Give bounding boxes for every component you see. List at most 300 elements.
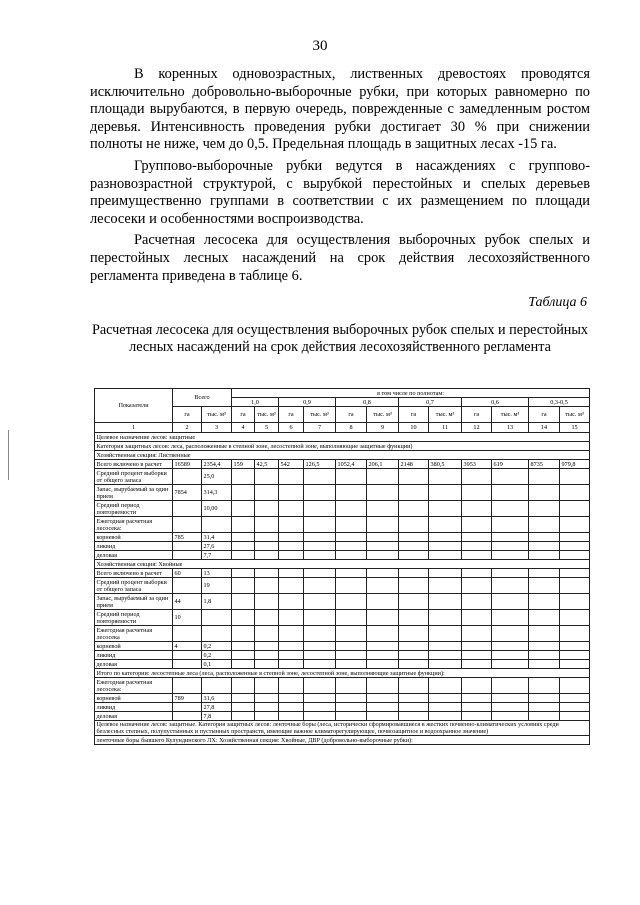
table-cell: 31,6	[202, 694, 232, 703]
table-cell	[232, 469, 255, 485]
page-number: 30	[312, 38, 328, 54]
table-cell	[492, 485, 529, 501]
table-cell	[462, 626, 492, 642]
row-label: Всего включено в расчет	[95, 460, 173, 469]
table-cell	[304, 610, 336, 626]
table-cell	[399, 533, 429, 542]
column-number: 6	[279, 423, 304, 433]
table-cell	[304, 660, 336, 669]
table-cell	[367, 469, 399, 485]
table-cell	[255, 594, 279, 610]
section-row-text: Хозяйственная секция: Хвойные	[95, 560, 590, 569]
table-cell	[492, 501, 529, 517]
table-cell	[232, 712, 255, 721]
paragraph: В коренных одновозрастных, лиственных древостоях проводятся исключительно добровольно-выборочные рубки, при которых равномерно по площади вырубаются, в первую очередь, поврежденные с замедленным ростом деревья. Интенсивность проведения рубки достигает 30 % при снижении полноты не ниже, чем до 0,5. Предельная площадь в защитных лесах -15 га.	[90, 66, 590, 153]
table-cell	[367, 485, 399, 501]
table-cell	[279, 578, 304, 594]
table-cell	[255, 551, 279, 560]
column-number: 7	[304, 423, 336, 433]
table-cell: 7,8	[202, 712, 232, 721]
table-cell	[529, 626, 560, 642]
table-cell	[367, 694, 399, 703]
table-cell	[173, 626, 202, 642]
table-cell	[429, 517, 462, 533]
table-cell	[255, 703, 279, 712]
table-cell	[336, 694, 367, 703]
table-row	[95, 660, 590, 669]
table-cell	[429, 533, 462, 542]
row-label: ликвид	[95, 542, 173, 551]
table-cell	[255, 569, 279, 578]
table-cell	[399, 469, 429, 485]
table-cell	[255, 712, 279, 721]
table-cell	[279, 712, 304, 721]
table-cell	[173, 678, 202, 694]
table-cell	[173, 551, 202, 560]
table-cell	[399, 542, 429, 551]
table-cell	[232, 517, 255, 533]
body-text	[90, 66, 590, 289]
table-cell: 60	[173, 569, 202, 578]
table-cell	[462, 610, 492, 626]
table-cell	[336, 501, 367, 517]
table-cell	[304, 501, 336, 517]
table-cell	[492, 578, 529, 594]
column-number: 8	[336, 423, 367, 433]
table-label: Таблица 6	[528, 295, 587, 310]
table-cell	[429, 651, 462, 660]
table-cell	[560, 469, 590, 485]
table-cell	[304, 626, 336, 642]
table-cell: 42,5	[255, 460, 279, 469]
footer-row	[95, 721, 590, 736]
table-cell: 8735	[529, 460, 560, 469]
table-cell	[279, 703, 304, 712]
table-cell	[304, 678, 336, 694]
table-cell	[255, 542, 279, 551]
table-row	[95, 642, 590, 651]
table-cell	[367, 569, 399, 578]
header-unit: тыс. м³	[202, 407, 232, 423]
column-number: 11	[429, 423, 462, 433]
table-cell	[560, 678, 590, 694]
table-cell	[429, 542, 462, 551]
row-label: Средний период повторяемости	[95, 610, 173, 626]
table-cell	[336, 703, 367, 712]
table-cell	[429, 578, 462, 594]
table-cell	[232, 578, 255, 594]
table-cell	[336, 469, 367, 485]
table-cell	[399, 678, 429, 694]
row-label: Средний процент выборки от общего запаса	[95, 469, 173, 485]
harvest-table	[94, 388, 590, 745]
table-cell	[492, 551, 529, 560]
table-cell	[529, 578, 560, 594]
table-cell	[367, 712, 399, 721]
table-cell: 2354,4	[202, 460, 232, 469]
table-cell	[304, 551, 336, 560]
table-row	[95, 469, 590, 485]
table-cell	[279, 569, 304, 578]
table-cell	[232, 569, 255, 578]
table-cell	[304, 533, 336, 542]
table-cell	[336, 660, 367, 669]
header-unit: га	[399, 407, 429, 423]
table-cell	[529, 651, 560, 660]
table-cell	[279, 660, 304, 669]
table-cell	[399, 642, 429, 651]
table-cell	[529, 712, 560, 721]
table-cell	[429, 610, 462, 626]
table-cell	[255, 485, 279, 501]
table-cell	[560, 712, 590, 721]
header-density: 0,8	[336, 398, 399, 407]
table-cell	[304, 703, 336, 712]
table-cell	[255, 626, 279, 642]
table-cell	[173, 703, 202, 712]
table-cell	[304, 712, 336, 721]
header-density: 0,6	[462, 398, 529, 407]
column-number-row	[95, 423, 590, 433]
table-cell	[279, 542, 304, 551]
table-cell: 0,2	[202, 642, 232, 651]
table-cell	[232, 651, 255, 660]
table-cell	[399, 703, 429, 712]
table-row	[95, 578, 590, 594]
table-cell	[462, 542, 492, 551]
table-cell	[367, 533, 399, 542]
row-label: Средний процент выборки от общего запаса	[95, 578, 173, 594]
table-cell: 19	[202, 578, 232, 594]
paragraph: Расчетная лесосека для осуществления выборочных рубок спелых и перестойных лесных насаждений на срок действия лесохозяйственного регламента приведена в таблице 6.	[90, 232, 590, 284]
table-cell	[529, 678, 560, 694]
table-cell	[560, 594, 590, 610]
table-cell	[232, 594, 255, 610]
table-cell	[429, 501, 462, 517]
table-cell	[232, 678, 255, 694]
table-cell	[560, 642, 590, 651]
table-cell	[560, 703, 590, 712]
table-cell	[336, 569, 367, 578]
header-unit: тыс. м³	[255, 407, 279, 423]
table-cell	[399, 551, 429, 560]
column-number: 5	[255, 423, 279, 433]
table-cell	[492, 594, 529, 610]
table-cell	[529, 642, 560, 651]
table-cell	[529, 594, 560, 610]
table-cell	[255, 651, 279, 660]
table-cell	[529, 542, 560, 551]
table-cell	[492, 517, 529, 533]
table-cell	[255, 578, 279, 594]
table-cell	[560, 542, 590, 551]
table-cell	[304, 694, 336, 703]
table-cell	[462, 678, 492, 694]
table-cell	[232, 626, 255, 642]
table-cell	[255, 610, 279, 626]
column-number: 13	[492, 423, 529, 433]
column-number: 3	[202, 423, 232, 433]
table-cell	[492, 569, 529, 578]
table-cell	[202, 678, 232, 694]
table-row	[95, 651, 590, 660]
table-cell: 3953	[462, 460, 492, 469]
row-label: деловая	[95, 660, 173, 669]
table-cell	[173, 517, 202, 533]
table-cell: 1,8	[202, 594, 232, 610]
table-row	[95, 610, 590, 626]
table-cell	[367, 678, 399, 694]
table-cell	[429, 660, 462, 669]
table-cell	[336, 594, 367, 610]
table-cell	[462, 642, 492, 651]
table-cell: 314,3	[202, 485, 232, 501]
table-cell	[462, 594, 492, 610]
table-cell	[232, 694, 255, 703]
table-cell	[462, 660, 492, 669]
table-cell	[279, 626, 304, 642]
table-row	[95, 594, 590, 610]
table-cell	[232, 551, 255, 560]
table-cell	[279, 517, 304, 533]
table-cell	[304, 542, 336, 551]
table-cell	[429, 712, 462, 721]
table-cell	[399, 651, 429, 660]
section-row	[95, 451, 590, 460]
table-cell	[367, 542, 399, 551]
table-cell	[255, 678, 279, 694]
table-cell	[560, 501, 590, 517]
purpose-row-text: Целевое назначение лесов: защитные	[95, 433, 590, 442]
table-cell	[529, 694, 560, 703]
table-cell	[173, 469, 202, 485]
table-row	[95, 694, 590, 703]
table-cell	[304, 485, 336, 501]
header-density: 1,0	[232, 398, 279, 407]
table-cell	[304, 651, 336, 660]
table-cell	[367, 651, 399, 660]
table-cell	[399, 626, 429, 642]
category-total-row-text: Итого по категории: лесостепные леса (леса, расположенные в степной зоне, лесостепной зоне, выполняющие защитные функции):	[95, 669, 590, 678]
table-cell	[462, 651, 492, 660]
header-unit: тыс. м³	[367, 407, 399, 423]
table-cell: 27,8	[202, 703, 232, 712]
table-cell: 126,5	[304, 460, 336, 469]
table-cell	[336, 542, 367, 551]
header-indicator: Показатели	[95, 389, 173, 423]
table-cell	[529, 551, 560, 560]
table-row	[95, 712, 590, 721]
header-unit: га	[232, 407, 255, 423]
table-cell	[279, 610, 304, 626]
table-cell: 206,1	[367, 460, 399, 469]
table-cell	[173, 501, 202, 517]
table-cell	[529, 501, 560, 517]
section-row-text: Хозяйственная секция: Лиственные	[95, 451, 590, 460]
table-cell	[173, 651, 202, 660]
table-cell	[492, 626, 529, 642]
table-cell: 619	[492, 460, 529, 469]
category-total-row	[95, 669, 590, 678]
table-cell	[367, 610, 399, 626]
table-cell	[529, 485, 560, 501]
column-number: 15	[560, 423, 590, 433]
table-cell	[367, 642, 399, 651]
column-number: 14	[529, 423, 560, 433]
table-cell	[202, 610, 232, 626]
footer-row	[95, 736, 590, 745]
header-unit: га	[173, 407, 202, 423]
table-cell: 7854	[173, 485, 202, 501]
row-label: корневой	[95, 694, 173, 703]
table-cell	[255, 517, 279, 533]
table-cell	[560, 626, 590, 642]
table-cell	[529, 703, 560, 712]
header-unit: тыс. м³	[429, 407, 462, 423]
header-unit: тыс. м³	[560, 407, 590, 423]
table-cell: 31,4	[202, 533, 232, 542]
table-cell: 10	[173, 610, 202, 626]
table-cell	[560, 578, 590, 594]
table-cell: 44	[173, 594, 202, 610]
table-cell	[367, 626, 399, 642]
table-cell	[279, 533, 304, 542]
table-cell	[429, 551, 462, 560]
table-cell	[492, 542, 529, 551]
table-row	[95, 517, 590, 533]
row-label: корневой	[95, 642, 173, 651]
table-cell	[336, 533, 367, 542]
table-cell	[173, 712, 202, 721]
table-cell: 13	[202, 569, 232, 578]
table-cell	[255, 533, 279, 542]
table-cell	[429, 642, 462, 651]
footer-row-text: Целевое назначение лесов: защитные. Категория защитных лесов: ленточные боры (леса, исторически сформировавшиеся в жестких почвенно-климатических условиях среди безлесных степных, полупустынных и пустынных пространств, имеющие важное климаторегулирующее, почвозащитное и водоохранное значение)	[95, 721, 590, 736]
table-cell	[462, 694, 492, 703]
section-row	[95, 560, 590, 569]
purpose-row	[95, 433, 590, 442]
row-label: Всего включено в расчет	[95, 569, 173, 578]
table-cell	[232, 660, 255, 669]
table-cell	[560, 551, 590, 560]
table-cell: 979,8	[560, 460, 590, 469]
table-cell	[529, 517, 560, 533]
table-cell	[529, 569, 560, 578]
header-unit: га	[279, 407, 304, 423]
category-row-text: Категория защитных лесов: леса, расположенные в степной зоне, лесостепной зоне, выполняющие защитные функции)	[95, 442, 590, 451]
table-cell	[492, 712, 529, 721]
table-cell	[279, 594, 304, 610]
table-cell	[560, 485, 590, 501]
table-cell	[232, 703, 255, 712]
table-cell: 380,5	[429, 460, 462, 469]
column-number: 1	[95, 423, 173, 433]
header-total: Всего	[173, 389, 232, 407]
row-label: Ежегодная расчетная лесосека	[95, 626, 173, 642]
table-cell	[367, 660, 399, 669]
table-cell	[429, 469, 462, 485]
table-cell	[232, 501, 255, 517]
table-cell	[462, 469, 492, 485]
table-row	[95, 485, 590, 501]
table-cell	[492, 660, 529, 669]
table-cell	[202, 626, 232, 642]
table-row	[95, 460, 590, 469]
table-cell	[367, 703, 399, 712]
header-unit: тыс. м³	[304, 407, 336, 423]
table-row	[95, 533, 590, 542]
table-cell	[429, 694, 462, 703]
table-cell	[399, 569, 429, 578]
table-cell	[399, 485, 429, 501]
table-cell: 16589	[173, 460, 202, 469]
table-row	[95, 542, 590, 551]
table-cell	[399, 610, 429, 626]
table-cell	[279, 651, 304, 660]
table-cell	[560, 610, 590, 626]
table-cell	[336, 578, 367, 594]
table-cell	[336, 485, 367, 501]
table-cell: 542	[279, 460, 304, 469]
table-cell	[462, 569, 492, 578]
table-cell	[232, 542, 255, 551]
header-by-density: в том числе по полнотам:	[232, 389, 590, 398]
header-unit: тыс. м³	[492, 407, 529, 423]
table-cell	[399, 517, 429, 533]
footer-row-text: ленточные боры бывшего Кулундинского ЛХ: Хозяйственная секция: Хвойные, ДВР (добровольно-выборочные рубки):	[95, 736, 590, 745]
row-label: ликвид	[95, 651, 173, 660]
table-cell	[529, 469, 560, 485]
table-cell	[399, 660, 429, 669]
table-cell	[429, 485, 462, 501]
table-cell	[367, 594, 399, 610]
table-row	[95, 703, 590, 712]
table-cell	[560, 694, 590, 703]
table-cell	[492, 610, 529, 626]
table-cell	[255, 469, 279, 485]
table-cell	[399, 694, 429, 703]
row-label: Ежегодная расчетная лесосека:	[95, 678, 173, 694]
table-cell	[560, 517, 590, 533]
table-cell	[560, 660, 590, 669]
column-number: 12	[462, 423, 492, 433]
table-cell	[529, 610, 560, 626]
table-cell: 2148	[399, 460, 429, 469]
table-cell	[232, 485, 255, 501]
header-unit: га	[462, 407, 492, 423]
table-cell	[462, 485, 492, 501]
table-cell	[462, 517, 492, 533]
table-cell	[367, 551, 399, 560]
table-cell	[232, 533, 255, 542]
table-cell	[492, 678, 529, 694]
table-cell: 25,0	[202, 469, 232, 485]
table-cell	[173, 578, 202, 594]
scan-edge-mark	[8, 430, 11, 480]
table-cell	[429, 626, 462, 642]
table-cell	[367, 517, 399, 533]
table-cell	[336, 610, 367, 626]
table-cell: 7,7	[202, 551, 232, 560]
table-cell	[279, 678, 304, 694]
table-cell	[429, 594, 462, 610]
table-cell	[173, 660, 202, 669]
table-cell	[462, 578, 492, 594]
table-cell	[336, 651, 367, 660]
table-body	[95, 389, 590, 745]
table-cell	[462, 551, 492, 560]
table-title: Расчетная лесосека для осуществления выборочных рубок спелых и перестойных лесных насаждений на срок действия лесохозяйственного регламента	[91, 322, 589, 355]
